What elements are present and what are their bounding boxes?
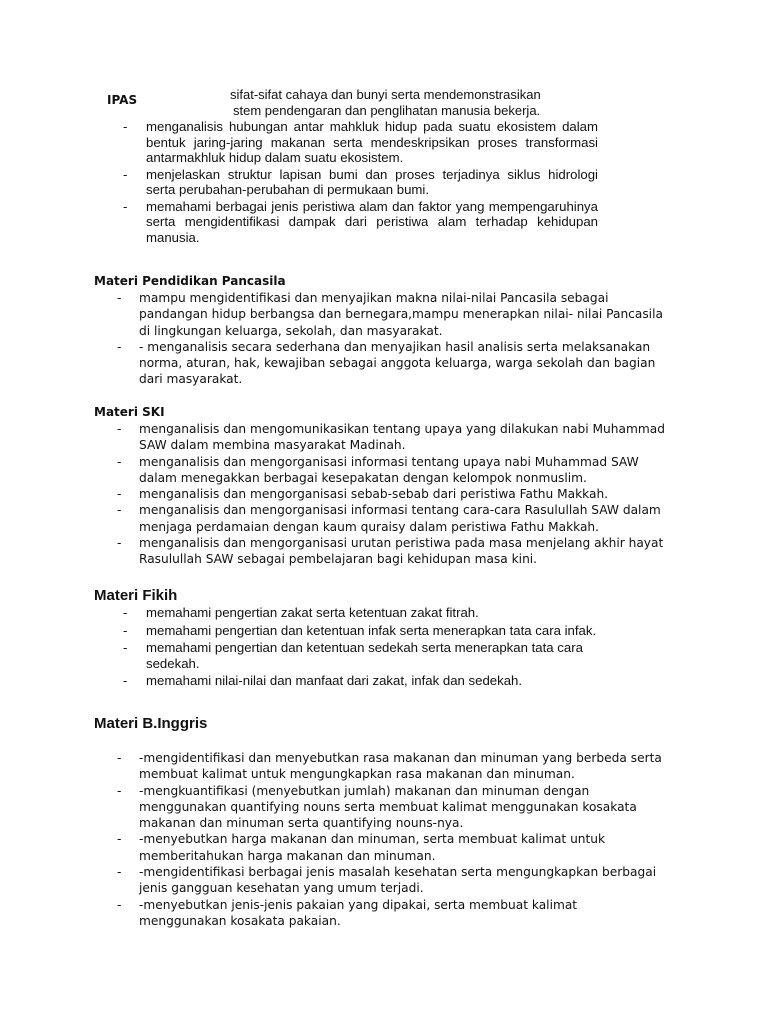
list-item: - menganalisis dan mengorganisasi urutan peristiwa pada masa menjelang akhir hayat Rasulullah SAW sebagai pembelajaran bagi kehidupan masa kini. [117,536,664,567]
list-item: - memahami pengertian dan ketentuan infak serta menerapkan tata cara infak. [123,622,597,638]
ipas-intro-line-1: sifat-sifat cahaya dan bunyi serta mendemonstrasikan [230,87,541,102]
fikih-list [123,605,598,691]
list-item: - menganalisis hubungan antar mahkluk hidup pada suatu ekosistem dalam bentuk jaring-jaring makanan serta mendeskripsikan proses transformasi antarmakhluk hidup dalam suatu ekosistem. [123,119,598,165]
ipas-list [123,119,598,246]
list-item: - -mengidentifikasi berbagai jenis masalah kesehatan serta mengungkapkan berbagai jenis gangguan kesehatan yang umum terjadi. [117,865,657,896]
ski-list [117,421,667,568]
list-item: - menganalisis dan mengorganisasi sebab-sebab dari peristiwa Fathu Makkah. [117,487,609,502]
list-item: - menganalisis dan mengorganisasi informasi tentang upaya nabi Muhammad SAW dalam menegakkan berbagai kesepakatan dengan kelompok nonmuslim. [117,454,639,485]
ipas-label: IPAS [107,93,138,107]
list-item: - memahami pengertian zakat serta ketentuan zakat fitrah. [123,605,479,620]
ski-heading: Materi SKI [94,405,165,419]
list-item: - -menyebutkan jenis-jenis pakaian yang dipakai, serta membuat kalimat menggunakan kosakata pakaian. [117,897,578,928]
list-item: - menganalisis dan mengorganisasi informasi tentang cara-cara Rasulullah SAW dalam menjaga perdamaian dengan kaum quraisy dalam peristiwa Fathu Makkah. [117,503,661,534]
list-item: - memahami nilai-nilai dan manfaat dari zakat, infak dan sedekah. [123,673,523,689]
pancasila-heading: Materi Pendidikan Pancasila [94,274,286,288]
list-item: - menganalisis dan mengomunikasikan tentang upaya yang dilakukan nabi Muhammad SAW dalam membina masyarakat Madinah. [117,422,665,453]
list-item: - - menganalisis secara sederhana dan menyajikan hasil analisis serta melaksanakan norma, aturan, hak, kewajiban sebagai anggota keluarga, warga sekolah dan bagian dari masyarakat. [117,339,656,387]
list-item: - -mengkuantifikasi (menyebutkan jumlah) makanan dan minuman dengan menggunakan quantifying nouns serta membuat kalimat menggunakan kosakata makanan dan minuman serta quantifying nouns-nya. [117,783,637,831]
list-item: - -menyebutkan harga makanan dan minuman, serta membuat kalimat untuk memberitahukan harga makanan dan minuman. [117,832,606,863]
list-item: - memahami berbagai jenis peristiwa alam dan faktor yang mempengaruhinya serta mengidentifikasi dampak dari peristiwa alam terhadap kehidupan manusia. [123,198,598,245]
list-item: - -mengidentifikasi dan menyebutkan rasa makanan dan minuman yang berbeda serta membuat kalimat untuk mengungkapkan rasa makanan dan minuman. [117,751,662,782]
ipas-intro-line-2: stem pendengaran dan penglihatan manusia bekerja. [233,103,541,118]
list-item: - mampu mengidentifikasi dan menyajikan makna nilai-nilai Pancasila sebagai pandangan hidup berbangsa dan bernegara,mampu menerapkan nilai- nilai Pancasila di lingkungan keluarga, sekolah, dan masyarakat. [117,291,663,338]
list-item: - menjelaskan struktur lapisan bumi dan proses terjadinya siklus hidrologi serta perubahan-perubahan di permukaan bumi. [123,166,598,197]
pancasila-list [117,290,667,388]
list-item: - memahami pengertian dan ketentuan sedekah serta menerapkan tata cara sedekah. [123,640,583,671]
ipas-intro [230,87,590,119]
inggris-list [117,750,667,929]
inggris-heading: Materi B.Inggris [94,715,208,732]
fikih-heading: Materi Fikih [94,587,178,604]
